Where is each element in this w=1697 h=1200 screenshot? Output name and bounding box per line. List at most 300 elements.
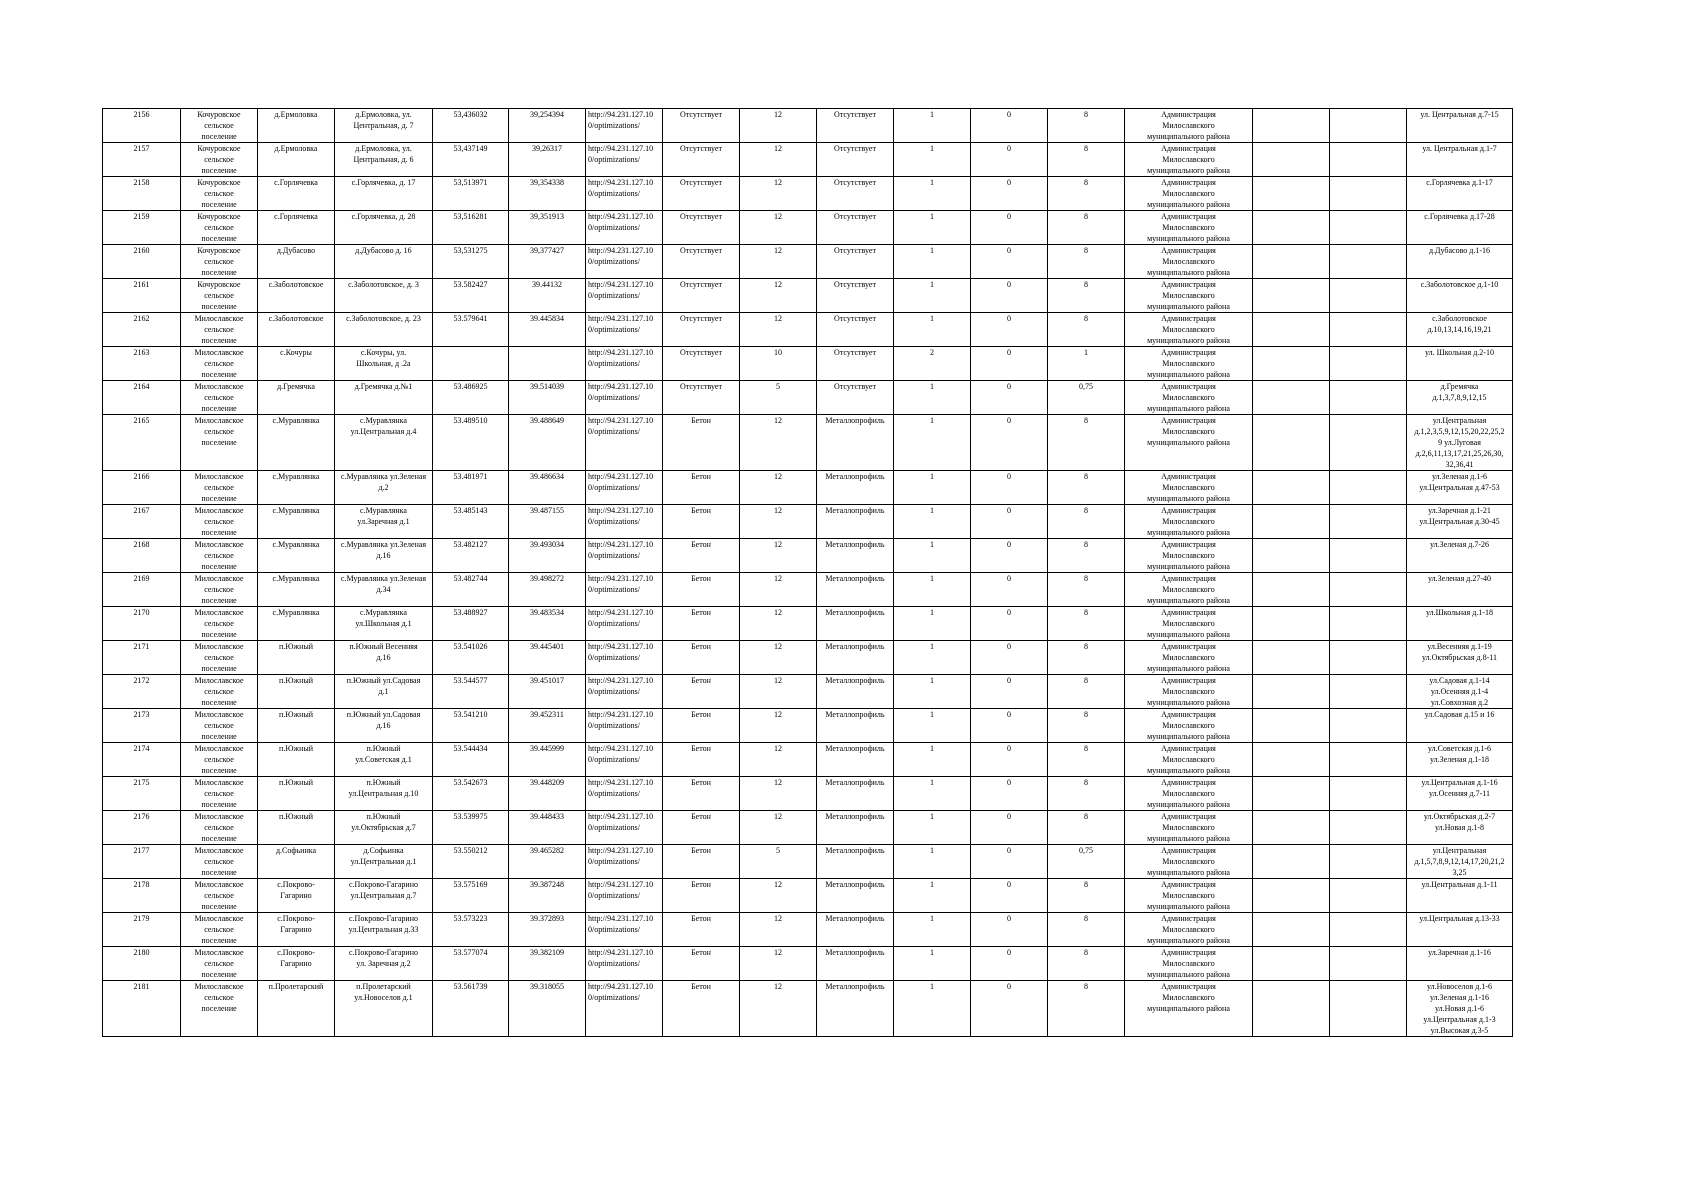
cell-served-addresses: ул.Зеленая д.27-40 [1407, 573, 1513, 607]
cell-served-addresses: ул.Зеленая д.1-6 ул.Центральная д.47-53 [1407, 471, 1513, 505]
cell-responsible-organization: Администрация Милославского муниципального района [1125, 347, 1253, 381]
cell-map-link: http://94.231.127.10 0/optimizations/ [586, 245, 663, 279]
cell-container-count: 1 [894, 211, 971, 245]
cell-container-volume: 8 [1048, 675, 1125, 709]
cell-settlement: Милославское сельское поселение [181, 743, 258, 777]
cell-served-addresses: ул.Новоселов д.1-6 ул.Зеленая д.1-16 ул.Новая д.1-6 ул.Центральная д.1-3 ул.Высокая д.3-5 [1407, 981, 1513, 1037]
cell-site-address: с.Покрово-Гагарино ул. Заречная д.2 [335, 947, 433, 981]
cell-site-address: п.Южный ул.Садовая д.16 [335, 709, 433, 743]
cell-latitude: 53.577074 [433, 947, 509, 981]
cell-container-zero: 0 [971, 245, 1048, 279]
cell-area: 12 [740, 947, 817, 981]
table-row [103, 381, 1513, 415]
cell-fence-type: Металлопрофиль [817, 641, 894, 675]
cell-container-count: 1 [894, 981, 971, 1037]
cell-container-count: 1 [894, 913, 971, 947]
cell-extra-column-a [1253, 709, 1330, 743]
cell-locality: с.Муравлянка [258, 607, 335, 641]
cell-container-zero: 0 [971, 143, 1048, 177]
cell-longitude: 39,377427 [509, 245, 586, 279]
cell-container-volume: 8 [1048, 811, 1125, 845]
cell-container-count: 1 [894, 743, 971, 777]
cell-locality: с.Кочуры [258, 347, 335, 381]
cell-row-number: 2171 [103, 641, 181, 675]
cell-map-link: http://94.231.127.10 0/optimizations/ [586, 709, 663, 743]
cell-area: 12 [740, 143, 817, 177]
cell-area: 12 [740, 709, 817, 743]
cell-container-count: 1 [894, 313, 971, 347]
cell-locality: с.Муравлянка [258, 505, 335, 539]
cell-row-number: 2159 [103, 211, 181, 245]
cell-container-volume: 8 [1048, 313, 1125, 347]
cell-responsible-organization: Администрация Милославского муниципального района [1125, 675, 1253, 709]
cell-latitude: 53.482744 [433, 573, 509, 607]
cell-map-link: http://94.231.127.10 0/optimizations/ [586, 641, 663, 675]
cell-extra-column-a [1253, 471, 1330, 505]
cell-responsible-organization: Администрация Милославского муниципального района [1125, 279, 1253, 313]
cell-site-address: с.Покрово-Гагарино ул.Центральная д.7 [335, 879, 433, 913]
cell-latitude: 53,436032 [433, 109, 509, 143]
cell-map-link: http://94.231.127.10 0/optimizations/ [586, 539, 663, 573]
cell-longitude: 39.445834 [509, 313, 586, 347]
cell-longitude: 39.448433 [509, 811, 586, 845]
table-row [103, 641, 1513, 675]
cell-extra-column-a [1253, 981, 1330, 1037]
cell-extra-column-a [1253, 177, 1330, 211]
cell-responsible-organization: Администрация Милославского муниципального района [1125, 539, 1253, 573]
cell-longitude: 39.318055 [509, 981, 586, 1037]
cell-locality: с.Муравлянка [258, 573, 335, 607]
cell-fence-type: Металлопрофиль [817, 675, 894, 709]
cell-area: 12 [740, 675, 817, 709]
cell-fence-type: Металлопрофиль [817, 879, 894, 913]
cell-extra-column-b [1330, 743, 1407, 777]
cell-site-address: с.Муравлянка ул.Зеленая д.2 [335, 471, 433, 505]
cell-map-link: http://94.231.127.10 0/optimizations/ [586, 879, 663, 913]
cell-row-number: 2165 [103, 415, 181, 471]
cell-container-volume: 8 [1048, 211, 1125, 245]
cell-latitude: 53.485143 [433, 505, 509, 539]
cell-responsible-organization: Администрация Милославского муниципального района [1125, 381, 1253, 415]
cell-responsible-organization: Администрация Милославского муниципального района [1125, 709, 1253, 743]
cell-locality: с.Заболотовское [258, 313, 335, 347]
cell-locality: п.Южный [258, 709, 335, 743]
cell-area: 12 [740, 641, 817, 675]
cell-container-volume: 1 [1048, 347, 1125, 381]
cell-extra-column-b [1330, 981, 1407, 1037]
cell-responsible-organization: Администрация Милославского муниципального района [1125, 109, 1253, 143]
cell-container-volume: 8 [1048, 177, 1125, 211]
cell-extra-column-b [1330, 607, 1407, 641]
cell-settlement: Милославское сельское поселение [181, 913, 258, 947]
cell-area: 12 [740, 211, 817, 245]
cell-map-link: http://94.231.127.10 0/optimizations/ [586, 947, 663, 981]
cell-fence-type: Металлопрофиль [817, 573, 894, 607]
cell-fence-type: Металлопрофиль [817, 811, 894, 845]
cell-site-address: д.Ермоловка, ул. Центральная, д. 7 [335, 109, 433, 143]
cell-settlement: Милославское сельское поселение [181, 879, 258, 913]
cell-responsible-organization: Администрация Милославского муниципального района [1125, 913, 1253, 947]
cell-container-volume: 8 [1048, 415, 1125, 471]
table-row [103, 947, 1513, 981]
cell-row-number: 2169 [103, 573, 181, 607]
cell-area: 12 [740, 573, 817, 607]
cell-extra-column-a [1253, 381, 1330, 415]
cell-served-addresses: ул.Октябрьская д.2-7 ул.Новая д.1-8 [1407, 811, 1513, 845]
cell-latitude: 53.488927 [433, 607, 509, 641]
cell-container-zero: 0 [971, 211, 1048, 245]
cell-settlement: Кочуровское сельское поселение [181, 245, 258, 279]
cell-extra-column-a [1253, 811, 1330, 845]
cell-longitude: 39.486634 [509, 471, 586, 505]
cell-container-volume: 8 [1048, 505, 1125, 539]
table-row [103, 211, 1513, 245]
cell-container-count: 1 [894, 811, 971, 845]
cell-map-link: http://94.231.127.10 0/optimizations/ [586, 381, 663, 415]
cell-area: 12 [740, 177, 817, 211]
cell-row-number: 2158 [103, 177, 181, 211]
cell-settlement: Милославское сельское поселение [181, 573, 258, 607]
cell-container-count: 1 [894, 177, 971, 211]
cell-latitude: 53,516281 [433, 211, 509, 245]
table-row [103, 845, 1513, 879]
cell-fence-type: Металлопрофиль [817, 607, 894, 641]
cell-row-number: 2180 [103, 947, 181, 981]
cell-container-volume: 8 [1048, 245, 1125, 279]
cell-latitude: 53.582427 [433, 279, 509, 313]
cell-locality: п.Южный [258, 743, 335, 777]
cell-responsible-organization: Администрация Милославского муниципального района [1125, 777, 1253, 811]
cell-extra-column-b [1330, 777, 1407, 811]
cell-longitude: 39,351913 [509, 211, 586, 245]
cell-fence-type: Отсутствует [817, 109, 894, 143]
cell-row-number: 2174 [103, 743, 181, 777]
cell-base-type: Бетон [663, 981, 740, 1037]
cell-site-address: с.Горлячевка, д. 17 [335, 177, 433, 211]
cell-map-link: http://94.231.127.10 0/optimizations/ [586, 607, 663, 641]
cell-container-volume: 8 [1048, 607, 1125, 641]
cell-container-zero: 0 [971, 279, 1048, 313]
cell-served-addresses: ул.Школьная д.1-18 [1407, 607, 1513, 641]
cell-settlement: Милославское сельское поселение [181, 505, 258, 539]
table-row [103, 539, 1513, 573]
cell-latitude: 53.541210 [433, 709, 509, 743]
cell-longitude [509, 347, 586, 381]
cell-container-volume: 8 [1048, 471, 1125, 505]
cell-container-zero: 0 [971, 505, 1048, 539]
table-row [103, 143, 1513, 177]
cell-container-volume: 8 [1048, 143, 1125, 177]
cell-extra-column-a [1253, 279, 1330, 313]
cell-container-zero: 0 [971, 879, 1048, 913]
cell-locality: с.Заболотовское [258, 279, 335, 313]
cell-row-number: 2167 [103, 505, 181, 539]
cell-container-count: 1 [894, 415, 971, 471]
cell-row-number: 2162 [103, 313, 181, 347]
cell-extra-column-a [1253, 777, 1330, 811]
cell-served-addresses: с.Горлячевка д.17-28 [1407, 211, 1513, 245]
cell-map-link: http://94.231.127.10 0/optimizations/ [586, 675, 663, 709]
cell-container-count: 1 [894, 675, 971, 709]
cell-site-address: с.Муравлянка ул.Зеленая д.16 [335, 539, 433, 573]
cell-extra-column-a [1253, 947, 1330, 981]
cell-served-addresses: ул.Центральная д.1,2,3,5,9,12,15,20,22,25,2 9 ул.Луговая д.2,6,11,13,17,21,25,26,30, 32,36,41 [1407, 415, 1513, 471]
cell-latitude [433, 347, 509, 381]
cell-longitude: 39.514039 [509, 381, 586, 415]
cell-extra-column-b [1330, 177, 1407, 211]
cell-settlement: Кочуровское сельское поселение [181, 109, 258, 143]
cell-extra-column-a [1253, 505, 1330, 539]
cell-map-link: http://94.231.127.10 0/optimizations/ [586, 845, 663, 879]
cell-locality: с.Горлячевка [258, 177, 335, 211]
cell-container-zero: 0 [971, 177, 1048, 211]
cell-site-address: п.Пролетарский ул.Новоселов д.1 [335, 981, 433, 1037]
cell-container-count: 1 [894, 947, 971, 981]
cell-container-volume: 8 [1048, 539, 1125, 573]
cell-fence-type: Отсутствует [817, 211, 894, 245]
cell-extra-column-a [1253, 675, 1330, 709]
cell-container-zero: 0 [971, 777, 1048, 811]
cell-map-link: http://94.231.127.10 0/optimizations/ [586, 211, 663, 245]
cell-base-type: Бетон [663, 539, 740, 573]
cell-site-address: д.Ермоловка, ул. Центральная, д. 6 [335, 143, 433, 177]
table-row [103, 505, 1513, 539]
cell-map-link: http://94.231.127.10 0/optimizations/ [586, 415, 663, 471]
cell-extra-column-b [1330, 913, 1407, 947]
cell-served-addresses: ул.Заречная д.1-21 ул.Центральная д.30-45 [1407, 505, 1513, 539]
cell-responsible-organization: Администрация Милославского муниципального района [1125, 313, 1253, 347]
cell-site-address: с.Муравлянка ул.Центральная д.4 [335, 415, 433, 471]
cell-map-link: http://94.231.127.10 0/optimizations/ [586, 777, 663, 811]
table-row [103, 109, 1513, 143]
cell-longitude: 39.483534 [509, 607, 586, 641]
cell-base-type: Отсутствует [663, 381, 740, 415]
cell-extra-column-a [1253, 211, 1330, 245]
cell-container-volume: 8 [1048, 913, 1125, 947]
cell-row-number: 2164 [103, 381, 181, 415]
cell-container-count: 1 [894, 381, 971, 415]
cell-served-addresses: ул.Заречная д.1-16 [1407, 947, 1513, 981]
cell-container-zero: 0 [971, 811, 1048, 845]
cell-fence-type: Отсутствует [817, 177, 894, 211]
cell-area: 12 [740, 415, 817, 471]
cell-longitude: 39.387248 [509, 879, 586, 913]
table-row [103, 177, 1513, 211]
cell-row-number: 2163 [103, 347, 181, 381]
cell-row-number: 2157 [103, 143, 181, 177]
cell-base-type: Бетон [663, 675, 740, 709]
cell-fence-type: Металлопрофиль [817, 709, 894, 743]
cell-longitude: 39.452311 [509, 709, 586, 743]
table-row [103, 981, 1513, 1037]
cell-row-number: 2178 [103, 879, 181, 913]
cell-map-link: http://94.231.127.10 0/optimizations/ [586, 347, 663, 381]
table-row [103, 415, 1513, 471]
cell-fence-type: Отсутствует [817, 245, 894, 279]
cell-locality: с.Горлячевка [258, 211, 335, 245]
cell-container-volume: 8 [1048, 279, 1125, 313]
cell-fence-type: Металлопрофиль [817, 777, 894, 811]
cell-container-zero: 0 [971, 471, 1048, 505]
cell-base-type: Отсутствует [663, 313, 740, 347]
cell-base-type: Бетон [663, 641, 740, 675]
cell-site-address: п.Южный Весенняя д.16 [335, 641, 433, 675]
cell-fence-type: Металлопрофиль [817, 415, 894, 471]
cell-base-type: Бетон [663, 845, 740, 879]
cell-extra-column-b [1330, 245, 1407, 279]
cell-served-addresses: ул.Центральная д.1-16 ул.Осенняя д.7-11 [1407, 777, 1513, 811]
cell-extra-column-b [1330, 675, 1407, 709]
cell-row-number: 2161 [103, 279, 181, 313]
cell-container-count: 1 [894, 143, 971, 177]
cell-map-link: http://94.231.127.10 0/optimizations/ [586, 279, 663, 313]
cell-locality: с.Муравлянка [258, 539, 335, 573]
cell-fence-type: Металлопрофиль [817, 471, 894, 505]
cell-area: 5 [740, 381, 817, 415]
cell-base-type: Отсутствует [663, 347, 740, 381]
cell-area: 12 [740, 743, 817, 777]
cell-area: 12 [740, 607, 817, 641]
cell-served-addresses: ул. Школьная д.2-10 [1407, 347, 1513, 381]
cell-base-type: Отсутствует [663, 143, 740, 177]
cell-fence-type: Металлопрофиль [817, 947, 894, 981]
cell-extra-column-a [1253, 641, 1330, 675]
cell-fence-type: Отсутствует [817, 143, 894, 177]
cell-locality: п.Южный [258, 811, 335, 845]
table-row [103, 573, 1513, 607]
cell-settlement: Милославское сельское поселение [181, 777, 258, 811]
cell-container-zero: 0 [971, 709, 1048, 743]
cell-served-addresses: д.Гремячка д.1,3,7,8,9,12,15 [1407, 381, 1513, 415]
cell-base-type: Бетон [663, 415, 740, 471]
cell-area: 12 [740, 279, 817, 313]
table-row [103, 607, 1513, 641]
cell-area: 12 [740, 981, 817, 1037]
cell-latitude: 53.561739 [433, 981, 509, 1037]
cell-row-number: 2179 [103, 913, 181, 947]
cell-responsible-organization: Администрация Милославского муниципального района [1125, 505, 1253, 539]
table-row [103, 675, 1513, 709]
cell-latitude: 53.541026 [433, 641, 509, 675]
cell-site-address: с.Муравлянка ул.Зеленая д.34 [335, 573, 433, 607]
cell-extra-column-a [1253, 347, 1330, 381]
cell-locality: с.Покрово- Гагарино [258, 947, 335, 981]
cell-extra-column-a [1253, 143, 1330, 177]
registry-table [102, 108, 1513, 1037]
table-row [103, 471, 1513, 505]
table-row [103, 811, 1513, 845]
cell-settlement: Милославское сельское поселение [181, 947, 258, 981]
cell-row-number: 2168 [103, 539, 181, 573]
cell-base-type: Отсутствует [663, 109, 740, 143]
cell-container-zero: 0 [971, 913, 1048, 947]
cell-container-zero: 0 [971, 641, 1048, 675]
cell-extra-column-b [1330, 109, 1407, 143]
cell-settlement: Кочуровское сельское поселение [181, 177, 258, 211]
cell-longitude: 39.465282 [509, 845, 586, 879]
cell-area: 12 [740, 879, 817, 913]
cell-longitude: 39.498272 [509, 573, 586, 607]
cell-extra-column-a [1253, 879, 1330, 913]
cell-row-number: 2172 [103, 675, 181, 709]
cell-served-addresses: ул.Садовая д.1-14 ул.Осенняя д.1-4 ул.Совхозная д.2 [1407, 675, 1513, 709]
cell-map-link: http://94.231.127.10 0/optimizations/ [586, 913, 663, 947]
cell-extra-column-b [1330, 381, 1407, 415]
table-row [103, 709, 1513, 743]
cell-extra-column-b [1330, 505, 1407, 539]
cell-container-count: 1 [894, 641, 971, 675]
cell-settlement: Милославское сельское поселение [181, 607, 258, 641]
cell-row-number: 2181 [103, 981, 181, 1037]
cell-fence-type: Металлопрофиль [817, 505, 894, 539]
cell-container-volume: 8 [1048, 947, 1125, 981]
cell-longitude: 39.372893 [509, 913, 586, 947]
cell-fence-type: Металлопрофиль [817, 539, 894, 573]
cell-longitude: 39,254394 [509, 109, 586, 143]
cell-base-type: Бетон [663, 471, 740, 505]
cell-extra-column-b [1330, 573, 1407, 607]
cell-served-addresses: д.Дубасово д.1-16 [1407, 245, 1513, 279]
cell-longitude: 39,26317 [509, 143, 586, 177]
cell-container-count: 1 [894, 845, 971, 879]
cell-container-count: 1 [894, 709, 971, 743]
cell-row-number: 2173 [103, 709, 181, 743]
cell-base-type: Бетон [663, 879, 740, 913]
cell-responsible-organization: Администрация Милославского муниципального района [1125, 811, 1253, 845]
cell-locality: д.Софьинка [258, 845, 335, 879]
cell-responsible-organization: Администрация Милославского муниципального района [1125, 415, 1253, 471]
cell-extra-column-a [1253, 573, 1330, 607]
cell-settlement: Милославское сельское поселение [181, 641, 258, 675]
cell-area: 12 [740, 313, 817, 347]
cell-extra-column-a [1253, 109, 1330, 143]
cell-settlement: Милославское сельское поселение [181, 415, 258, 471]
cell-settlement: Милославское сельское поселение [181, 381, 258, 415]
cell-base-type: Бетон [663, 743, 740, 777]
cell-served-addresses: ул. Центральная д.7-15 [1407, 109, 1513, 143]
cell-locality: д.Ермоловка [258, 143, 335, 177]
cell-container-count: 2 [894, 347, 971, 381]
cell-container-volume: 8 [1048, 709, 1125, 743]
cell-site-address: с.Муравлянка ул.Заречная д.1 [335, 505, 433, 539]
table-row [103, 777, 1513, 811]
cell-container-zero: 0 [971, 313, 1048, 347]
cell-map-link: http://94.231.127.10 0/optimizations/ [586, 143, 663, 177]
cell-fence-type: Отсутствует [817, 347, 894, 381]
cell-served-addresses: с.Заболотовское д.1-10 [1407, 279, 1513, 313]
cell-map-link: http://94.231.127.10 0/optimizations/ [586, 313, 663, 347]
cell-longitude: 39,354338 [509, 177, 586, 211]
cell-base-type: Бетон [663, 811, 740, 845]
cell-map-link: http://94.231.127.10 0/optimizations/ [586, 573, 663, 607]
cell-container-volume: 8 [1048, 573, 1125, 607]
cell-locality: п.Южный [258, 777, 335, 811]
cell-latitude: 53.575169 [433, 879, 509, 913]
cell-container-zero: 0 [971, 415, 1048, 471]
cell-longitude: 39.44132 [509, 279, 586, 313]
cell-container-volume: 0,75 [1048, 845, 1125, 879]
cell-container-zero: 0 [971, 539, 1048, 573]
cell-container-count: 1 [894, 573, 971, 607]
cell-container-zero: 0 [971, 845, 1048, 879]
cell-settlement: Милославское сельское поселение [181, 539, 258, 573]
cell-site-address: д.Гремячка д.№1 [335, 381, 433, 415]
table-row [103, 279, 1513, 313]
table-row [103, 913, 1513, 947]
cell-map-link: http://94.231.127.10 0/optimizations/ [586, 811, 663, 845]
cell-locality: д.Дубасово [258, 245, 335, 279]
cell-site-address: п.Южный ул.Октябрьская д.7 [335, 811, 433, 845]
